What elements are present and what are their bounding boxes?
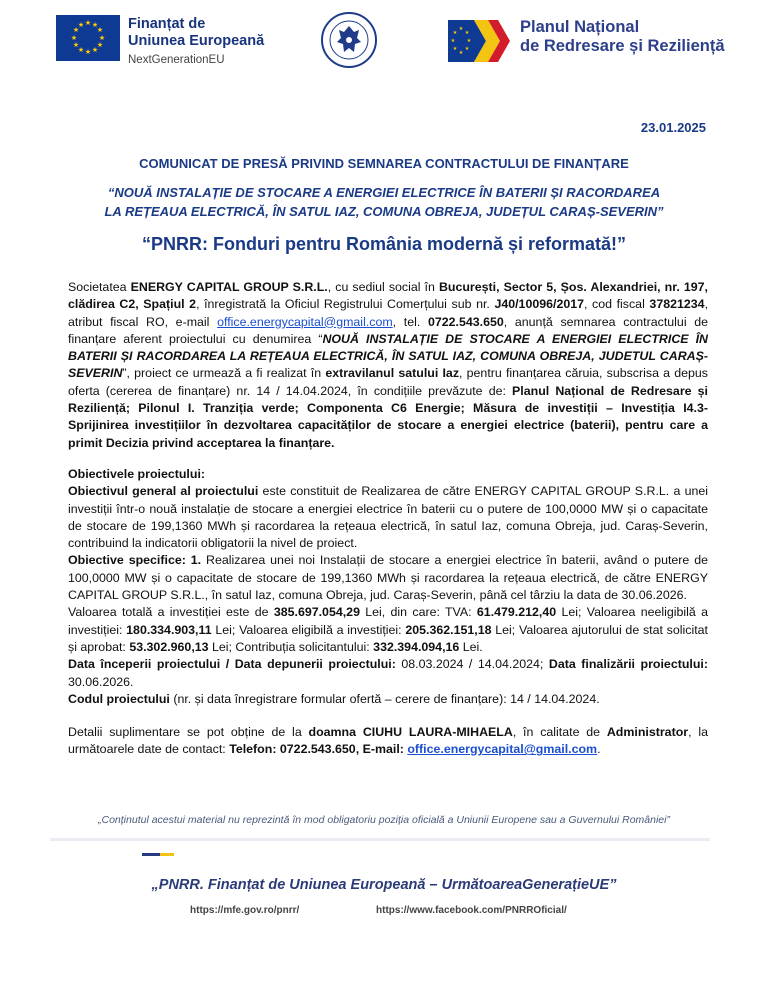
svg-text:★: ★ bbox=[458, 50, 464, 56]
eu-disclaimer: „Conținutul acestui material nu reprezintă în mod obligatoriu poziția oficială a Uniunii Europene sau a Guvernului României” bbox=[98, 814, 670, 826]
objectives-heading-text: Obiectivele proiectului: bbox=[68, 466, 206, 481]
svg-text:★: ★ bbox=[96, 41, 104, 49]
project-location: extravilanul satului Iaz bbox=[325, 366, 460, 381]
intro-paragraph bbox=[68, 279, 708, 452]
text: Lei; Valoarea neeligibilă a investiției: bbox=[68, 605, 708, 637]
header bbox=[0, 0, 768, 80]
general-objective-label: Obiectivul general al proiectului bbox=[68, 484, 259, 499]
document-body bbox=[68, 279, 708, 759]
ineligible-value: 180.334.903,11 bbox=[126, 622, 212, 637]
text: , la următoarele date de contact: bbox=[68, 725, 709, 757]
text: Detalii suplimentare se pot obține de la bbox=[68, 725, 309, 740]
state-aid-value: 53.302.960,13 bbox=[129, 639, 209, 654]
svg-text:★: ★ bbox=[77, 46, 85, 54]
contact-paragraph bbox=[68, 724, 708, 759]
email-link[interactable]: office.energycapital@gmail.com bbox=[217, 314, 393, 329]
eu-logo-text bbox=[128, 16, 264, 69]
project-dates bbox=[68, 656, 708, 691]
svg-text:★: ★ bbox=[464, 30, 470, 36]
eu-flag-icon bbox=[56, 15, 120, 61]
svg-text:★: ★ bbox=[450, 38, 456, 44]
funding-program: Planul Național de Redresare și Reziliență; Pilonul I. Tranziția verde; Componenta C6 Energie; Măsura de investiții – Investiția I4.3- Sprijinirea investițiilor în dezvoltarea capacităților de stocare a energiei electrice (baterii), pentru care a primit Decizia privind acceptarea la finanțare. bbox=[68, 383, 708, 450]
svg-text:★: ★ bbox=[98, 34, 106, 42]
eu-line2: Uniunea Europeană bbox=[128, 33, 265, 49]
text: , anunță semnarea contractului de finanțare aferent proiectului cu denumirea “ bbox=[68, 314, 709, 346]
project-name: NOUĂ INSTALAȚIE DE STOCARE A ENERGIEI ELECTRICE ÎN BATERII ȘI RACORDAREA LA REȚEAUA ELECTRICĂ, ÎN SATUL IAZ, COMUNA OBREJA, JUDETUL CARAȘ-SEVERIN bbox=[68, 331, 709, 381]
eu-line3: NextGenerationEU bbox=[128, 54, 225, 66]
svg-text:★: ★ bbox=[91, 21, 99, 29]
contact-role: Administrator bbox=[606, 725, 689, 740]
svg-text:★: ★ bbox=[77, 21, 85, 29]
text: Societatea bbox=[68, 280, 131, 294]
contact-email-link[interactable]: office.energycapital@gmail.com bbox=[407, 742, 598, 757]
footer-accent-yellow bbox=[160, 853, 174, 856]
company-address: București, Sector 5, Șos. Alexandriei, nr. 197, clădirea C2, Spațiul 2 bbox=[68, 280, 708, 312]
end-date-label: Data finalizării proiectului: bbox=[548, 657, 708, 672]
facebook-link[interactable]: https://www.facebook.com/PNRROficial/ bbox=[376, 905, 567, 916]
svg-text:★: ★ bbox=[458, 26, 464, 32]
text: Lei. bbox=[459, 639, 483, 654]
text: Lei; Valoarea eligibilă a investiției: bbox=[211, 622, 406, 637]
investment-values bbox=[68, 604, 708, 656]
start-date-value: 08.03.2024 / 14.04.2024; bbox=[395, 657, 549, 672]
general-objective-text: este constituit de Realizarea de către ENERGY CAPITAL GROUP S.R.L. a unei investiții într-o nouă instalație de stocare a energiei electrice în baterii cu o putere de 100,0000 MW și o capacitate de stocare de 199,1360 MWh și racordarea la rețeaua electrică, în satul Iaz, comuna Obreja, jud. Caraș-Severin, contribuind la indicatorii obligatorii la nivel de proiect. bbox=[68, 484, 708, 551]
project-code bbox=[68, 691, 708, 708]
pnrr-line2: de Redresare și Reziliență bbox=[520, 37, 725, 55]
eligible-value: 205.362.151,18 bbox=[405, 622, 492, 637]
svg-text:★: ★ bbox=[96, 26, 104, 34]
svg-text:★: ★ bbox=[452, 30, 458, 36]
text: , în calitate de bbox=[512, 725, 607, 740]
text: ”, proiect ce urmează a fi realizat în bbox=[122, 366, 326, 381]
text: , înregistrată la Oficiul Registrului Comerțului sub nr. bbox=[196, 297, 495, 312]
svg-text:★: ★ bbox=[91, 46, 99, 54]
fiscal-code: 37821234 bbox=[649, 297, 705, 312]
contribution-value: 332.394.094,16 bbox=[373, 639, 460, 654]
government-seal-icon bbox=[321, 12, 377, 68]
company-name: ENERGY CAPITAL GROUP S.R.L. bbox=[130, 280, 328, 294]
specific-objectives bbox=[68, 552, 708, 604]
footer-slogan: „PNRR. Finanțat de Uniunea Europeană – UrmătoareaGenerațieUE” bbox=[151, 877, 617, 893]
contact-person: doamna CIUHU LAURA-MIHAELA bbox=[308, 725, 513, 740]
mfe-website-link[interactable]: https://mfe.gov.ro/pnrr/ bbox=[190, 905, 300, 916]
specific-objectives-label: Obiective specifice: 1. bbox=[68, 553, 202, 568]
svg-text:★: ★ bbox=[72, 41, 80, 49]
svg-text:★: ★ bbox=[452, 46, 458, 52]
pnrr-slogan: “PNRR: Fonduri pentru România modernă și reformată!” bbox=[141, 234, 627, 254]
project-code-label: Codul proiectului bbox=[68, 691, 170, 706]
document-date: 23.01.2025 bbox=[640, 120, 706, 135]
total-value: 385.697.054,29 bbox=[273, 605, 360, 620]
specific-objectives-text: Realizarea unei noi Instalații de stocare a energiei electrice în baterii, având o putere de 100,0000 MW și o capacitate de stocare de 199,1360 MWh și racordarea la rețeaua electrică, de către ENERGY CAPITAL GROUP S.R.L., în satul Iaz, comuna Obreja, jud. Caraș-Severin, până cel târziu la data de 30.06.2026. bbox=[68, 553, 709, 603]
contact-phone: Telefon: 0722.543.650, E-mail: bbox=[229, 742, 408, 757]
general-objective bbox=[68, 483, 708, 552]
text: Lei; Contribuția solicitantului: bbox=[208, 639, 374, 654]
end-date-value: 30.06.2026. bbox=[68, 674, 134, 689]
text: . bbox=[597, 742, 601, 757]
text: Lei; Valoarea ajutorului de stat solicitat și aprobat: bbox=[68, 622, 708, 654]
svg-text:★: ★ bbox=[464, 46, 470, 52]
text: Lei, din care: TVA: bbox=[359, 605, 477, 620]
pnrr-line1: Planul Național bbox=[520, 18, 640, 36]
objectives-heading bbox=[68, 466, 708, 483]
text: , atribut fiscal RO, e-mail bbox=[68, 297, 709, 329]
svg-text:★: ★ bbox=[72, 26, 80, 34]
press-release-title: COMUNICAT DE PRESĂ PRIVIND SEMNAREA CONTRACTULUI DE FINANȚARE bbox=[139, 156, 629, 171]
start-date-label: Data începerii proiectului / Data depunerii proiectului: bbox=[68, 657, 396, 672]
footer-accent-blue bbox=[142, 853, 160, 856]
registration-number: J40/10096/2017 bbox=[494, 297, 585, 312]
spacer bbox=[68, 452, 708, 466]
eu-line1: Finanțat de bbox=[128, 16, 206, 32]
text: Valoarea totală a investiției este de bbox=[68, 605, 274, 620]
text: , cu sediul social în bbox=[327, 280, 439, 294]
text: , cod fiscal bbox=[584, 297, 650, 312]
pnrr-logo-text bbox=[520, 18, 725, 56]
spacer bbox=[68, 708, 708, 724]
project-title: “NOUĂ INSTALAȚIE DE STOCARE A ENERGIEI ELECTRICE ÎN BATERII ȘI RACORDAREA LA REȚEAUA ELECTRICĂ, ÎN SATUL IAZ, COMUNA OBREJA, JUDEȚUL CARAȘ-SEVERIN” bbox=[104, 185, 664, 219]
project-code-text: (nr. și data înregistrare formular ofertă – cerere de finanțare): 14 / 14.04.2024. bbox=[169, 691, 600, 706]
vat-value: 61.479.212,40 bbox=[476, 605, 557, 620]
svg-text:★: ★ bbox=[84, 19, 92, 27]
svg-text:★: ★ bbox=[70, 34, 78, 42]
phone-number: 0722.543.650 bbox=[427, 314, 504, 329]
text: , pentru finanțarea căruia, subscrisa a depus oferta (cererea de finanțare) nr. 14 / 14.04.2024, în condițiile prevăzute de: bbox=[68, 366, 708, 398]
svg-text:★: ★ bbox=[466, 38, 472, 44]
svg-text:★: ★ bbox=[84, 48, 92, 56]
pnrr-flag-icon bbox=[448, 20, 512, 62]
text: , tel. bbox=[392, 314, 428, 329]
footer-divider bbox=[50, 838, 710, 841]
